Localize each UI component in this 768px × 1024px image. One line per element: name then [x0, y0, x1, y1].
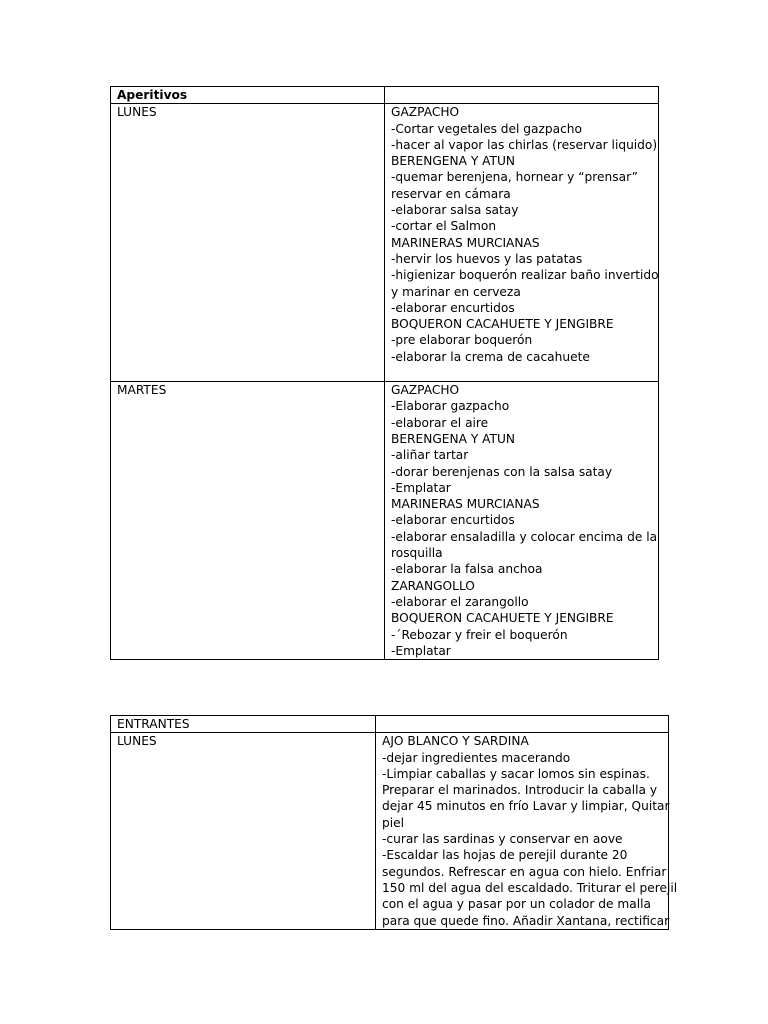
task-line: BERENGENA Y ATUN: [391, 431, 516, 446]
task-line: reservar en cámara: [391, 186, 511, 201]
aperitivos-header-empty-cell: [385, 87, 659, 104]
task-line: -hervir los huevos y las patatas: [391, 251, 583, 266]
task-line: -hacer al vapor las chirlas (reservar liquido): [391, 137, 658, 152]
task-line: rosquilla: [391, 546, 443, 561]
task-line: ZARANGOLLO: [391, 578, 475, 593]
task-line: -Emplatar: [391, 643, 451, 658]
task-line: -Escaldar las hojas de perejil durante 20: [382, 848, 628, 863]
task-line: -Elaborar gazpacho: [391, 399, 510, 414]
tasks-cell: [385, 104, 659, 382]
tasks-cell: [385, 382, 659, 660]
entrantes-table: [110, 715, 678, 930]
task-line: -elaborar el zarangollo: [391, 594, 529, 609]
task-line: -quemar berenjena, hornear y “prensar”: [391, 170, 638, 185]
task-line: -cortar el Salmon: [391, 219, 497, 234]
entrantes-row-lunes: [111, 733, 669, 930]
day-cell: [111, 104, 385, 382]
task-line: MARINERAS MURCIANAS: [391, 235, 540, 250]
task-line: -elaborar la crema de cacahuete: [391, 349, 590, 364]
task-line: GAZPACHO: [391, 383, 460, 398]
task-line: 150 ml del agua del escaldado. Triturar el perejil: [382, 880, 678, 895]
aperitivos-row-lunes: [111, 104, 659, 382]
task-line: -Emplatar: [391, 480, 451, 495]
day-cell: [111, 733, 376, 930]
task-line: -elaborar encurtidos: [391, 513, 515, 528]
task-line: -elaborar ensaladilla y colocar encima de la: [391, 529, 658, 544]
task-line: -elaborar encurtidos: [391, 300, 515, 315]
task-line: -pre elaborar boquerón: [391, 333, 533, 348]
task-line: -´Rebozar y freir el boquerón: [391, 627, 568, 642]
task-line: BOQUERON CACAHUETE Y JENGIBRE: [391, 317, 614, 332]
tasks-cell: [376, 733, 678, 930]
task-line: GAZPACHO: [391, 105, 460, 120]
task-line: -Cortar vegetales del gazpacho: [391, 121, 582, 136]
task-line: con el agua y pasar por un colador de malla: [382, 897, 651, 912]
entrantes-title: ENTRANTES: [117, 717, 190, 731]
day-cell: [111, 382, 385, 660]
day-label: LUNES: [117, 105, 157, 120]
task-line: para que quede fino. Añadir Xantana, rectificar: [382, 913, 670, 928]
aperitivos-title: Aperitivos: [117, 88, 188, 102]
task-line: Preparar el marinados. Introducir la caballa y: [382, 783, 658, 798]
task-line: segundos. Refrescar en agua con hielo. Enfriar: [382, 864, 667, 879]
task-line: piel: [382, 815, 405, 830]
task-line: y marinar en cerveza: [391, 284, 521, 299]
day-label: MARTES: [117, 383, 167, 398]
task-line: -elaborar el aire: [391, 415, 489, 430]
task-line: -elaborar salsa satay: [391, 203, 519, 218]
task-line: -elaborar la falsa anchoa: [391, 562, 543, 577]
day-label: LUNES: [117, 734, 157, 749]
task-line: dejar 45 minutos en frío Lavar y limpiar, Quitar: [382, 799, 670, 814]
aperitivos-header-cell: [111, 87, 385, 104]
task-line: -dejar ingredientes macerando: [382, 750, 571, 765]
task-line: BOQUERON CACAHUETE Y JENGIBRE: [391, 611, 614, 626]
aperitivos-table: [110, 86, 659, 660]
task-line: -higienizar boquerón realizar baño invertido: [391, 268, 659, 283]
task-line: -dorar berenjenas con la salsa satay: [391, 464, 613, 479]
task-line: -Limpiar caballas y sacar lomos sin espinas.: [382, 766, 650, 781]
task-line: -aliñar tartar: [391, 448, 469, 463]
aperitivos-header-row: [111, 87, 659, 104]
entrantes-header-empty-cell: [376, 716, 669, 733]
task-line: -curar las sardinas y conservar en aove: [382, 832, 623, 847]
entrantes-header-cell: [111, 716, 376, 733]
aperitivos-row-martes: [111, 382, 659, 660]
entrantes-header-row: [111, 716, 669, 733]
task-line: BERENGENA Y ATUN: [391, 154, 516, 169]
task-line: AJO BLANCO Y SARDINA: [382, 734, 529, 749]
task-line: MARINERAS MURCIANAS: [391, 497, 540, 512]
